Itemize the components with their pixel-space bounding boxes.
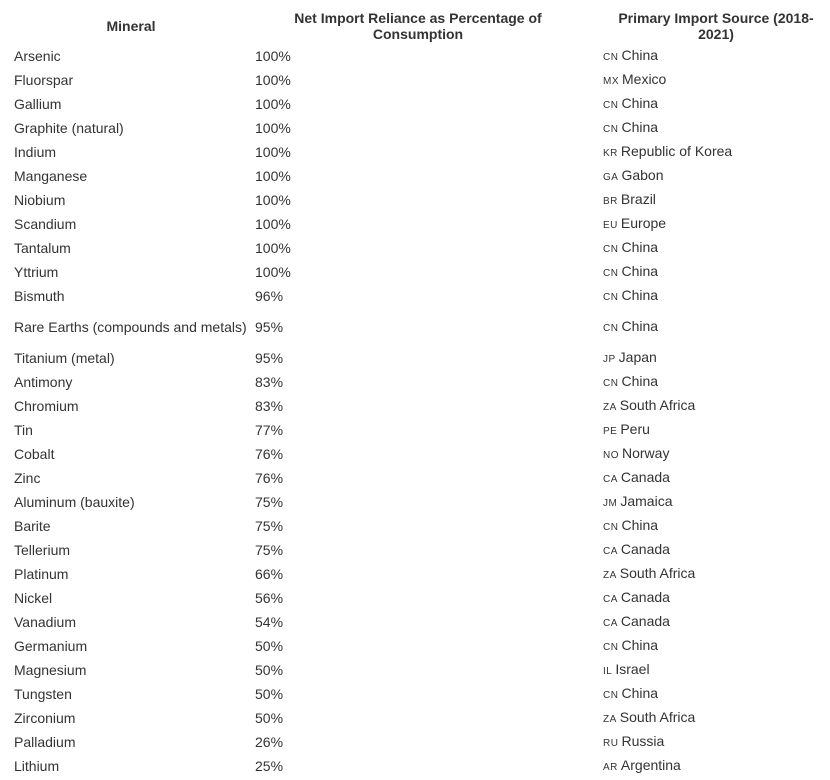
mineral-cell: Zinc <box>14 469 41 486</box>
source-country-name: Argentina <box>620 756 681 773</box>
source-cell <box>588 490 830 514</box>
table-row <box>0 442 830 466</box>
reliance-cell: 50% <box>255 709 284 726</box>
reliance-cell: 50% <box>255 637 284 654</box>
table-row <box>0 164 830 188</box>
source-country-name: South Africa <box>619 708 696 725</box>
mineral-cell: Nickel <box>14 589 53 606</box>
table-row <box>0 188 830 212</box>
source-cell <box>588 370 830 394</box>
source-country-name: China <box>621 238 659 255</box>
mineral-cell: Yttrium <box>14 263 59 280</box>
source-cell <box>588 442 830 466</box>
country-code-flag-icon: CN <box>603 243 619 255</box>
source-cell <box>588 164 830 188</box>
reliance-cell: 26% <box>255 733 284 750</box>
source-country-name: Gabon <box>621 166 664 183</box>
reliance-cell: 95% <box>255 349 284 366</box>
source-country-name: China <box>621 317 659 334</box>
mineral-cell: Tungsten <box>14 685 72 702</box>
country-code-flag-icon: GA <box>603 171 619 183</box>
mineral-cell: Cobalt <box>14 445 55 462</box>
source-country-name: South Africa <box>619 564 696 581</box>
country-code-flag-icon: PE <box>603 425 618 437</box>
table-row <box>0 562 830 586</box>
country-code-flag-icon: BR <box>603 195 618 207</box>
source-country-name: China <box>621 46 659 63</box>
table-row <box>0 212 830 236</box>
mineral-cell: Zirconium <box>14 709 76 726</box>
source-country-name: Jamaica <box>620 492 673 509</box>
source-cell <box>588 116 830 140</box>
source-country-name: Russia <box>621 732 665 749</box>
table-row <box>0 260 830 284</box>
source-cell <box>588 92 830 116</box>
mineral-cell: Bismuth <box>14 287 65 304</box>
reliance-cell: 50% <box>255 685 284 702</box>
country-code-flag-icon: CN <box>603 51 619 63</box>
country-code-flag-icon: CA <box>603 593 618 605</box>
country-code-flag-icon: ZA <box>603 569 617 581</box>
source-cell <box>588 610 830 634</box>
reliance-cell: 66% <box>255 565 284 582</box>
source-country-name: Peru <box>620 420 650 437</box>
source-country-name: China <box>621 118 659 135</box>
table-row <box>0 394 830 418</box>
source-cell <box>588 466 830 490</box>
reliance-cell: 100% <box>255 167 291 184</box>
header-row <box>0 0 830 44</box>
country-code-flag-icon: RU <box>603 737 619 749</box>
source-country-name: China <box>621 372 659 389</box>
country-code-flag-icon: AR <box>603 761 618 773</box>
source-cell <box>588 44 830 68</box>
source-country-name: Mexico <box>622 70 667 87</box>
mineral-cell: Antimony <box>14 373 73 390</box>
source-cell <box>588 308 830 346</box>
reliance-cell: 77% <box>255 421 284 438</box>
mineral-cell: Niobium <box>14 191 66 208</box>
mineral-cell: Chromium <box>14 397 79 414</box>
source-cell <box>588 562 830 586</box>
source-cell <box>588 730 830 754</box>
reliance-cell: 76% <box>255 469 284 486</box>
source-cell <box>588 260 830 284</box>
mineral-cell: Gallium <box>14 95 62 112</box>
country-code-flag-icon: CN <box>603 291 619 303</box>
reliance-cell: 100% <box>255 143 291 160</box>
table-row <box>0 236 830 260</box>
source-cell <box>588 212 830 236</box>
source-cell <box>588 634 830 658</box>
table-row <box>0 44 830 68</box>
source-country-name: China <box>621 286 659 303</box>
mineral-cell: Barite <box>14 517 51 534</box>
mineral-cell: Rare Earths (compounds and metals) <box>14 318 247 335</box>
reliance-cell: 83% <box>255 397 284 414</box>
country-code-flag-icon: MX <box>603 75 619 87</box>
source-country-name: Canada <box>620 612 670 629</box>
mineral-cell: Graphite (natural) <box>14 119 124 136</box>
table-row <box>0 346 830 370</box>
source-cell <box>588 236 830 260</box>
source-country-name: Norway <box>622 444 670 461</box>
source-cell <box>588 284 830 308</box>
source-country-name: China <box>621 94 659 111</box>
source-cell <box>588 188 830 212</box>
source-country-name: China <box>621 684 659 701</box>
country-code-flag-icon: CN <box>603 689 619 701</box>
mineral-cell: Fluorspar <box>14 71 74 88</box>
country-code-flag-icon: CN <box>603 641 619 653</box>
source-country-name: Republic of Korea <box>620 142 733 159</box>
mineral-cell: Arsenic <box>14 47 61 64</box>
country-code-flag-icon: CA <box>603 617 618 629</box>
mineral-cell: Germanium <box>14 637 88 654</box>
country-code-flag-icon: CN <box>603 123 619 135</box>
table-row <box>0 308 830 346</box>
reliance-cell: 56% <box>255 589 284 606</box>
country-code-flag-icon: JP <box>603 353 616 365</box>
table-row <box>0 92 830 116</box>
country-code-flag-icon: CA <box>603 473 618 485</box>
source-cell <box>588 538 830 562</box>
mineral-cell: Aluminum (bauxite) <box>14 493 135 510</box>
table-row <box>0 370 830 394</box>
table-row <box>0 490 830 514</box>
table-row <box>0 730 830 754</box>
source-cell <box>588 658 830 682</box>
reliance-cell: 100% <box>255 239 291 256</box>
country-code-flag-icon: CA <box>603 545 618 557</box>
table-row <box>0 538 830 562</box>
table-body <box>0 44 830 778</box>
table-row <box>0 754 830 778</box>
source-cell <box>588 682 830 706</box>
source-cell <box>588 346 830 370</box>
source-cell <box>588 394 830 418</box>
reliance-cell: 100% <box>255 191 291 208</box>
header-primary-import-source: Primary Import Source (2018-2021) <box>618 10 814 42</box>
table-row <box>0 514 830 538</box>
mineral-cell: Manganese <box>14 167 88 184</box>
mineral-cell: Lithium <box>14 757 60 774</box>
mineral-cell: Tin <box>14 421 33 438</box>
source-country-name: Canada <box>620 588 670 605</box>
mineral-cell: Magnesium <box>14 661 87 678</box>
reliance-cell: 100% <box>255 47 291 64</box>
table-row <box>0 706 830 730</box>
source-cell <box>588 586 830 610</box>
reliance-cell: 75% <box>255 493 284 510</box>
source-country-name: Japan <box>618 348 657 365</box>
mineral-cell: Tellerium <box>14 541 71 558</box>
table-row <box>0 658 830 682</box>
mineral-cell: Vanadium <box>14 613 77 630</box>
country-code-flag-icon: CN <box>603 267 619 279</box>
country-code-flag-icon: CN <box>603 322 619 334</box>
source-country-name: Europe <box>620 214 667 231</box>
reliance-cell: 100% <box>255 263 291 280</box>
country-code-flag-icon: EU <box>603 219 618 231</box>
mineral-cell: Titanium (metal) <box>14 349 115 366</box>
mineral-cell: Indium <box>14 143 57 160</box>
table-row <box>0 634 830 658</box>
mineral-cell: Tantalum <box>14 239 71 256</box>
source-country-name: China <box>621 636 659 653</box>
table-row <box>0 466 830 490</box>
mineral-cell: Palladium <box>14 733 76 750</box>
country-code-flag-icon: JM <box>603 497 618 509</box>
mineral-cell: Scandium <box>14 215 77 232</box>
source-cell <box>588 754 830 778</box>
reliance-cell: 75% <box>255 517 284 534</box>
table-row <box>0 610 830 634</box>
source-cell <box>588 68 830 92</box>
mineral-cell: Platinum <box>14 565 69 582</box>
reliance-cell: 25% <box>255 757 284 774</box>
source-cell <box>588 706 830 730</box>
country-code-flag-icon: ZA <box>603 713 617 725</box>
reliance-cell: 75% <box>255 541 284 558</box>
source-cell <box>588 418 830 442</box>
reliance-cell: 100% <box>255 119 291 136</box>
source-country-name: Canada <box>620 468 670 485</box>
source-country-name: South Africa <box>619 396 696 413</box>
header-net-import-reliance: Net Import Reliance as Percentage of Consumption <box>294 10 542 42</box>
header-mineral: Mineral <box>106 18 156 34</box>
table-row <box>0 140 830 164</box>
table-row <box>0 68 830 92</box>
source-cell <box>588 514 830 538</box>
source-country-name: Brazil <box>620 190 656 207</box>
table-row <box>0 682 830 706</box>
reliance-cell: 96% <box>255 287 284 304</box>
country-code-flag-icon: IL <box>603 665 613 677</box>
table-row <box>0 284 830 308</box>
source-country-name: China <box>621 262 659 279</box>
country-code-flag-icon: NO <box>603 449 619 461</box>
country-code-flag-icon: ZA <box>603 401 617 413</box>
reliance-cell: 100% <box>255 71 291 88</box>
country-code-flag-icon: CN <box>603 521 619 533</box>
source-cell <box>588 140 830 164</box>
country-code-flag-icon: CN <box>603 377 619 389</box>
reliance-cell: 95% <box>255 318 284 335</box>
reliance-cell: 54% <box>255 613 284 630</box>
reliance-cell: 83% <box>255 373 284 390</box>
source-country-name: Israel <box>615 660 650 677</box>
reliance-cell: 76% <box>255 445 284 462</box>
source-country-name: Canada <box>620 540 670 557</box>
reliance-cell: 50% <box>255 661 284 678</box>
table-row <box>0 418 830 442</box>
table-row <box>0 116 830 140</box>
table-row <box>0 586 830 610</box>
country-code-flag-icon: CN <box>603 99 619 111</box>
country-code-flag-icon: KR <box>603 147 618 159</box>
reliance-cell: 100% <box>255 215 291 232</box>
reliance-cell: 100% <box>255 95 291 112</box>
source-country-name: China <box>621 516 659 533</box>
